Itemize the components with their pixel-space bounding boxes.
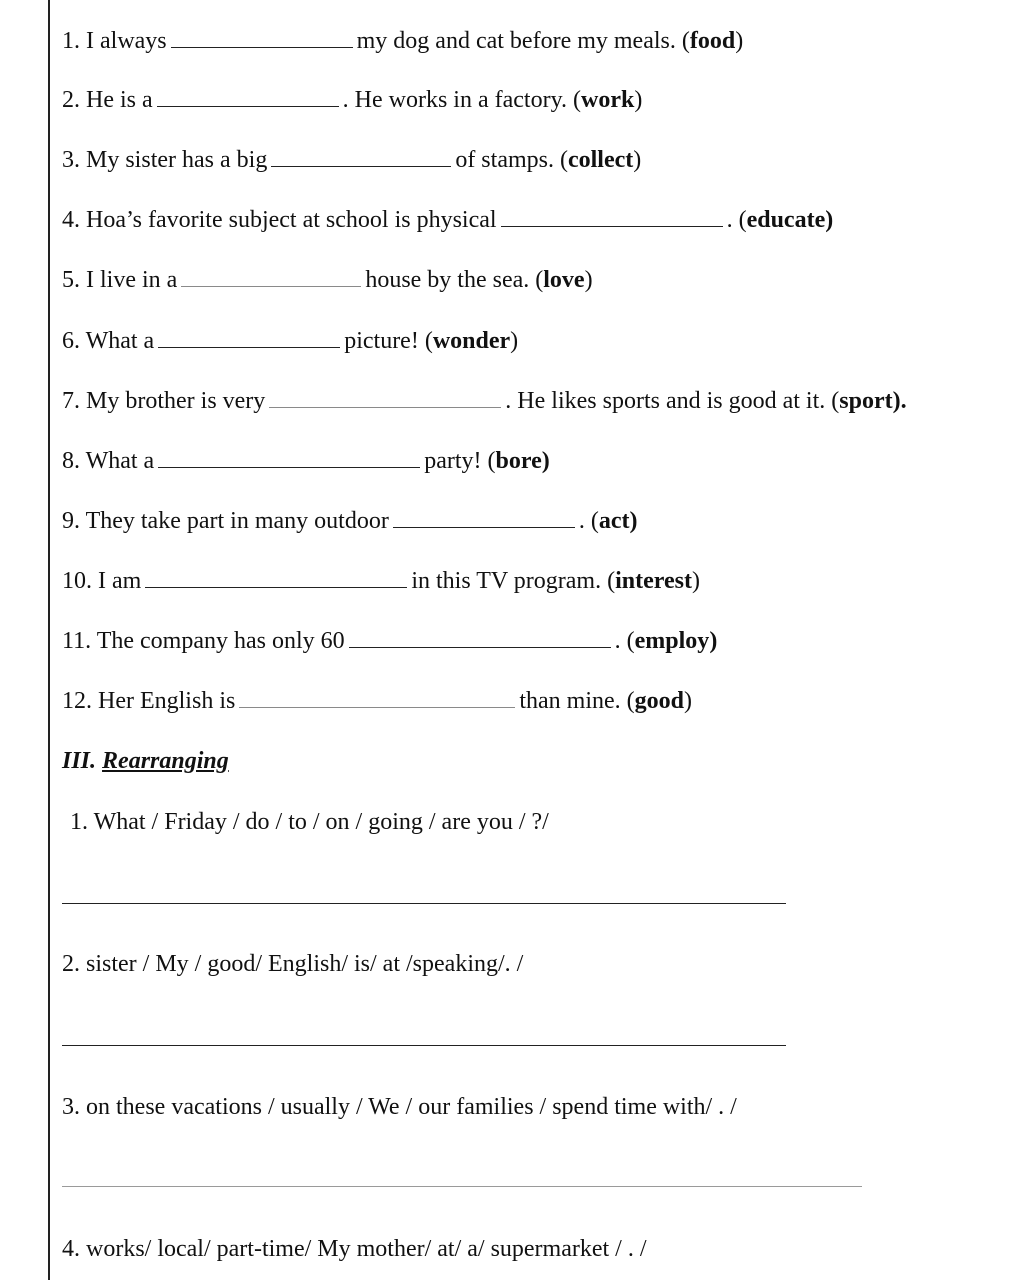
rearrange-item-3: 3. on these vacations / usually / We / our families / spend time with/ . / <box>62 1094 737 1120</box>
rearrange-item-2: 2. sister / My / good/ English/ is/ at /speaking/. / <box>62 951 524 977</box>
rearrange-item-1: 1. What / Friday / do / to / on / going / are you / ?/ <box>70 809 549 835</box>
exercise-item-12: 12. Her English is than mine. (good) <box>62 688 692 714</box>
answer-blank-7[interactable] <box>269 387 501 408</box>
answer-blank-10[interactable] <box>145 567 407 588</box>
answer-blank-3[interactable] <box>271 146 451 167</box>
exercise-item-8: 8. What a party! (bore) <box>62 448 550 474</box>
exercise-item-10: 10. I am in this TV program. (interest) <box>62 568 700 594</box>
exercise-item-5: 5. I live in a house by the sea. (love) <box>62 267 593 293</box>
answer-blank-9[interactable] <box>393 507 575 528</box>
rearrange-answer-line-2[interactable] <box>62 1045 786 1046</box>
answer-blank-12[interactable] <box>239 687 515 708</box>
rearrange-answer-line-1[interactable] <box>62 903 786 904</box>
exercise-item-4: 4. Hoa’s favorite subject at school is physical . (educate) <box>62 207 834 233</box>
exercise-item-7: 7. My brother is very . He likes sports and is good at it. (sport). <box>62 388 907 414</box>
answer-blank-5[interactable] <box>181 266 361 287</box>
answer-blank-11[interactable] <box>349 627 611 648</box>
rearrange-answer-line-3[interactable] <box>62 1186 862 1187</box>
exercise-item-3: 3. My sister has a big of stamps. (collect) <box>62 147 642 173</box>
exercise-item-9: 9. They take part in many outdoor . (act) <box>62 508 638 534</box>
rearrange-item-4: 4. works/ local/ part-time/ My mother/ at/ a/ supermarket / . / <box>62 1236 647 1262</box>
answer-blank-2[interactable] <box>157 86 339 107</box>
answer-blank-1[interactable] <box>171 27 353 48</box>
exercise-item-1: 1. I always my dog and cat before my meals. (food) <box>62 28 744 54</box>
answer-blank-4[interactable] <box>501 206 723 227</box>
exercise-item-6: 6. What a picture! (wonder) <box>62 328 519 354</box>
page-left-border <box>48 0 50 1280</box>
exercise-item-2: 2. He is a . He works in a factory. (work) <box>62 87 643 113</box>
exercise-item-11: 11. The company has only 60 . (employ) <box>62 628 718 654</box>
section-heading-rearranging: III. Rearranging <box>62 748 229 774</box>
answer-blank-6[interactable] <box>158 327 340 348</box>
answer-blank-8[interactable] <box>158 447 420 468</box>
